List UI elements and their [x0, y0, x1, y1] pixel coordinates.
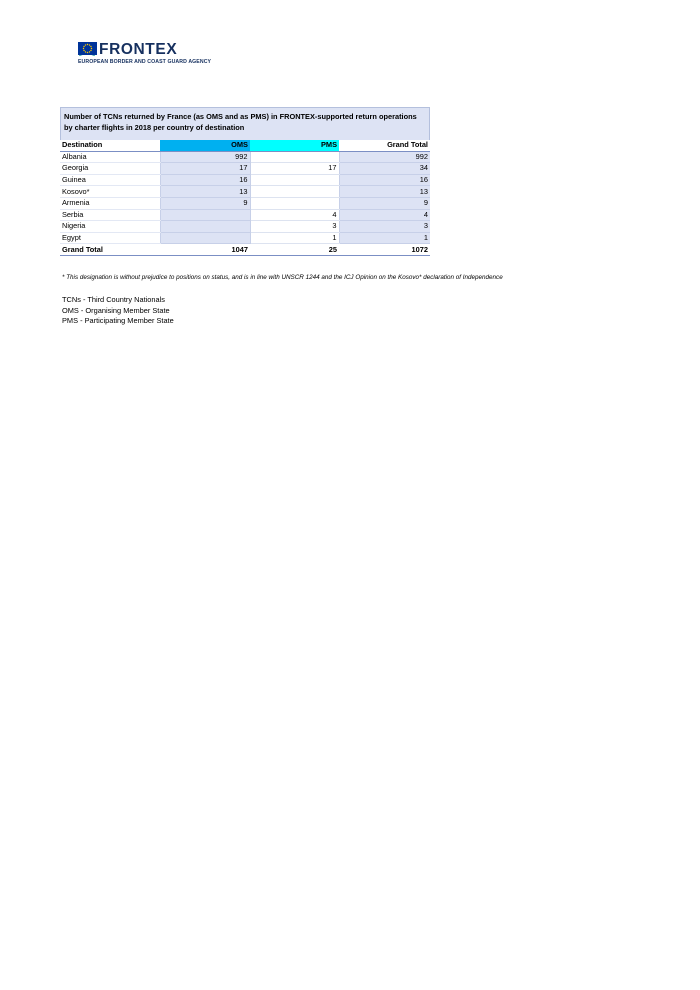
legend-item: OMS - Organising Member State: [62, 305, 170, 315]
cell-total: 4: [339, 209, 430, 221]
table-row: [60, 174, 430, 186]
brand-name: FRONTEX: [99, 41, 178, 58]
cell-pms: 17: [250, 163, 339, 175]
grand-total-label: Grand Total: [60, 244, 160, 256]
cell-destination: Albania: [60, 151, 160, 163]
returns-table-block: [60, 107, 430, 256]
table-row: [60, 163, 430, 175]
table-row: [60, 209, 430, 221]
cell-total: 3: [339, 221, 430, 233]
cell-total: 992: [339, 151, 430, 163]
legend-item: TCNs - Third Country Nationals: [62, 295, 165, 304]
cell-destination: Georgia: [60, 163, 160, 175]
cell-destination: Egypt: [60, 232, 160, 244]
cell-oms: 992: [160, 151, 250, 163]
table-header-row: [60, 140, 430, 151]
cell-oms: [160, 232, 250, 244]
cell-total: 9: [339, 197, 430, 209]
cell-total: 34: [339, 163, 430, 175]
cell-pms: 1: [250, 232, 339, 244]
cell-total: 13: [339, 186, 430, 198]
cell-destination: Nigeria: [60, 221, 160, 233]
header-oms: OMS: [160, 140, 250, 151]
table-row: [60, 197, 430, 209]
table-caption: Number of TCNs returned by France (as OMS and as PMS) in FRONTEX-supported return operations by charter flights in 2018 per country of destination: [60, 107, 430, 140]
header-grand-total: Grand Total: [339, 140, 430, 151]
brand-tagline: EUROPEAN BORDER AND COAST GUARD AGENCY: [78, 59, 212, 65]
cell-destination: Kosovo*: [60, 186, 160, 198]
cell-destination: Armenia: [60, 197, 160, 209]
cell-pms: 3: [250, 221, 339, 233]
cell-oms: [160, 221, 250, 233]
cell-pms: 4: [250, 209, 339, 221]
cell-oms: [160, 209, 250, 221]
cell-oms: 9: [160, 197, 250, 209]
grand-total-row: [60, 244, 430, 256]
table-row: [60, 221, 430, 233]
cell-pms: [250, 186, 339, 198]
cell-destination: Guinea: [60, 174, 160, 186]
cell-pms: [250, 174, 339, 186]
abbreviation-legend: [62, 295, 174, 327]
legend-item: PMS - Participating Member State: [62, 316, 174, 326]
cell-destination: Serbia: [60, 209, 160, 221]
cell-total: 16: [339, 174, 430, 186]
cell-oms: 16: [160, 174, 250, 186]
cell-total: 1: [339, 232, 430, 244]
cell-oms: 17: [160, 163, 250, 175]
table-row: [60, 151, 430, 163]
table-row: [60, 186, 430, 198]
cell-pms: [250, 151, 339, 163]
header-pms: PMS: [250, 140, 339, 151]
frontex-logo: [78, 42, 220, 68]
header-destination: Destination: [60, 140, 160, 151]
grand-total-total: 1072: [339, 244, 430, 256]
cell-oms: 13: [160, 186, 250, 198]
grand-total-oms: 1047: [160, 244, 250, 256]
table-row: [60, 232, 430, 244]
cell-pms: [250, 197, 339, 209]
eu-flag-icon: [78, 42, 97, 55]
returns-table: [60, 140, 430, 256]
grand-total-pms: 25: [250, 244, 339, 256]
kosovo-footnote: * This designation is without prejudice to positions on status, and is in line with UNSCR 1244 and the ICJ Opinion on the Kosovo* declaration of Independence: [62, 274, 503, 281]
